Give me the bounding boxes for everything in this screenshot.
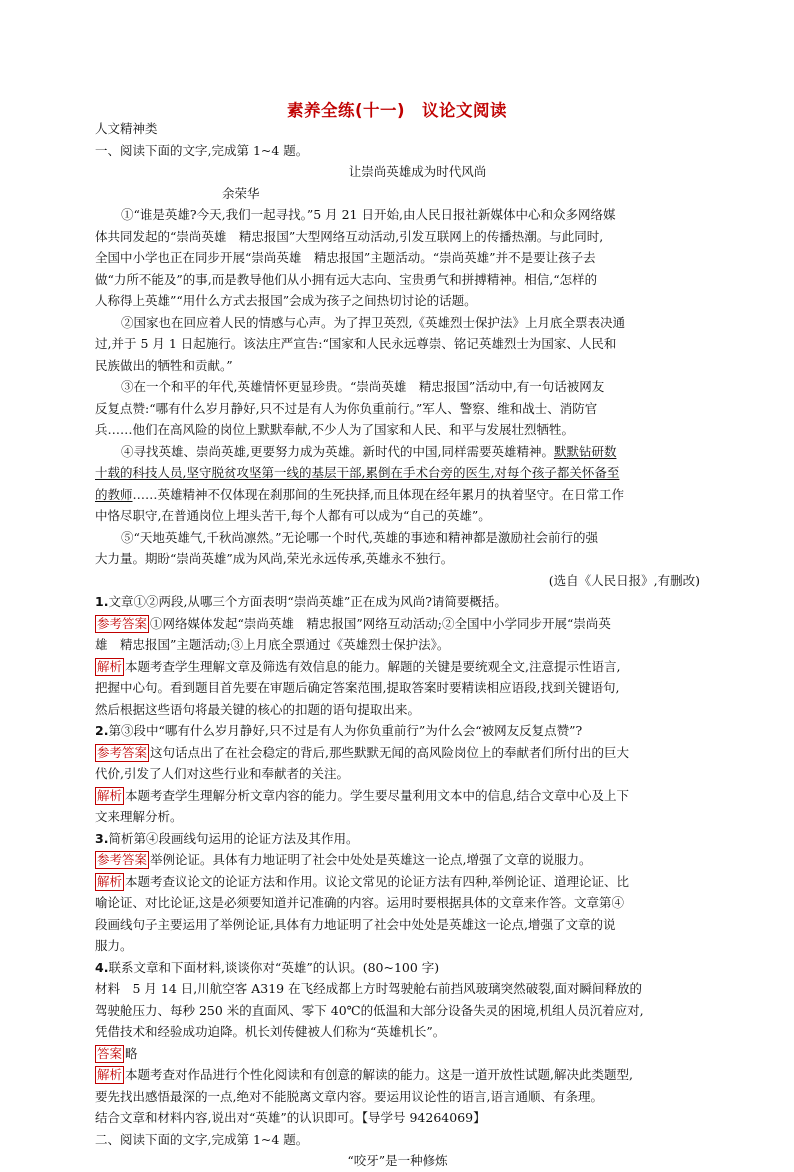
analysis-line: 喻论证、对比论证,这是必须要知道并记准确的内容。运用时要根据具体的文章来作答。文章第④ <box>95 895 624 910</box>
analysis-line: 服力。 <box>95 938 133 953</box>
analysis-line <box>95 1064 700 1086</box>
analysis-line: 文来理解分析。 <box>95 809 183 824</box>
analysis-text: 本题考查学生理解分析文章内容的能力。学生要尽量利用文本中的信息,结合文章中心及上下 <box>125 787 629 803</box>
text-line: 体共同发起的“崇尚英雄 精忠报国”大型网络互动活动,引发互联网上的传播热潮。与此同时, <box>95 228 604 244</box>
category-label: 人文精神类 <box>95 121 158 136</box>
analysis-text: 本题考查议论文的论证方法和作用。议论文常见的论证方法有四种,举例论证、道理论证、比 <box>125 873 629 889</box>
text-line: 人称得上英雄”“用什么方式去报国”会成为孩子之间热切讨论的话题。 <box>95 293 477 308</box>
answer-text: ①网络媒体发起“崇尚英雄 精忠报国”网络互动活动;②全国中小学同步开展“崇尚英 <box>150 615 611 631</box>
page-title: 素养全练(十一) 议论文阅读 <box>286 101 508 120</box>
answer-text: 这句话点出了在社会稳定的背后,那些默默无闻的高风险岗位上的奉献者们所付出的巨大 <box>150 744 629 760</box>
text-line: ①“谁是英雄?今天,我们一起寻找。”5 月 21 日开始,由人民日报社新媒体中心和众多网络媒 <box>121 207 616 222</box>
question-1 <box>95 591 700 720</box>
paragraph-4 <box>95 441 700 527</box>
question-prompt: 联系文章和下面材料,谈谈你对“英雄”的认识。(80~100 字) <box>108 959 440 975</box>
text-line: ⑤“天地英雄气,千秋尚凛然。”无论哪一个时代,英雄的事迹和精神都是激励社会前行的强 <box>121 529 598 545</box>
analysis-text: 本题考查学生理解文章及筛选有效信息的能力。解题的关键是要统观全文,注意提示性语言, <box>125 658 621 674</box>
analysis-line: 然后根据这些语句将最关键的核心的扣题的语句提取出来。 <box>95 701 421 717</box>
essay2-title: “咬牙”是一种修炼 <box>347 1153 448 1168</box>
question-text <box>95 720 700 742</box>
material-line: 凭借技术和经验成功迫降。机长刘传健被人们称为“英雄机长”。 <box>95 1024 446 1039</box>
question-number: 3. <box>95 830 109 846</box>
text-line: 大力量。期盼“崇尚英雄”成为风尚,荣光永远传承,英雄永不独行。 <box>95 551 454 566</box>
answer-tag: 答案 <box>97 1045 123 1061</box>
text-line <box>95 462 700 484</box>
question-prompt: 文章①②两段,从哪三个方面表明“崇尚英雄”正在成为风尚?请简要概括。 <box>108 594 507 609</box>
text-plain: ……英雄精神不仅体现在刹那间的生死抉择,而且体现在经年累月的执着坚守。在日常工作 <box>132 486 624 502</box>
analysis-line <box>95 871 700 893</box>
question-text <box>95 828 700 850</box>
question-number: 4. <box>95 959 109 975</box>
essay-title: 让崇尚英雄成为时代风尚 <box>348 164 487 179</box>
text-line: 反复点赞:“哪有什么岁月静好,只不过是有人为你负重前行。”军人、警察、维和战士、消防官 <box>95 400 598 416</box>
question-text <box>95 957 700 979</box>
text-plain: ④寻找英雄、崇尚英雄,更要努力成为英雄。新时代的中国,同样需要英雄精神。 <box>121 443 554 459</box>
underlined-sentence: 默默钻研数 <box>553 443 617 459</box>
answer-tag: 参考答案 <box>97 744 148 760</box>
analysis-line <box>95 785 700 807</box>
question-number: 1. <box>95 594 109 609</box>
question-2 <box>95 720 700 828</box>
text-line: ②国家也在回应着人民的情感与心声。为了捍卫英烈,《英雄烈士保护法》上月底全票表决通 <box>121 314 625 330</box>
analysis-line <box>95 656 700 678</box>
question-prompt: 简析第④段画线句运用的论证方法及其作用。 <box>108 830 359 846</box>
text-line: 全国中小学也正在同步开展“崇尚英雄 精忠报国”主题活动。“崇尚英雄”并不是要让孩子去 <box>95 250 596 265</box>
underlined-sentence: 的教师 <box>95 486 133 502</box>
text-line: 中恪尽职守,在普通岗位上埋头苦干,每个人都有可以成为“自己的英雄”。 <box>95 508 491 523</box>
text-line: 兵……他们在高风险的岗位上默默奉献,不少人为了国家和人民、和平与发展壮烈牺牲。 <box>95 422 574 437</box>
analysis-line: 把握中心句。看到题目首先要在审题后确定答案范围,提取答案时要精读相应语段,找到关键语句, <box>95 680 620 695</box>
section2-instruction: 二、阅读下面的文字,完成第 1~4 题。 <box>95 1131 309 1147</box>
answer-line <box>95 742 700 764</box>
analysis-text: 本题考查对作品进行个性化阅读和有创意的解读的能力。这是一道开放性试题,解决此类题型, <box>125 1067 633 1082</box>
analysis-tag: 解析 <box>97 1067 123 1082</box>
analysis-line: 段画线句子主要运用了举例论证,具体有力地证明了社会中处处是英雄这一论点,增强了文章的说 <box>95 916 616 932</box>
question-text <box>95 591 700 613</box>
text-line <box>95 484 700 506</box>
analysis-tag: 解析 <box>97 658 123 674</box>
text-line <box>95 441 700 463</box>
material-line: 驾驶舱压力、每秒 250 米的直面风、零下 40℃的低温和大部分设备失灵的困境,机组人员沉着应对, <box>95 1002 644 1018</box>
paragraph-2 <box>95 312 700 377</box>
question-number: 2. <box>95 723 109 738</box>
paragraph-1 <box>95 204 700 312</box>
answer-line <box>95 849 700 871</box>
text-line: 民族做出的牺牲和贡献。” <box>95 357 233 373</box>
answer-text: 举例论证。具体有力地证明了社会中处处是英雄这一论点,增强了文章的说服力。 <box>150 852 592 867</box>
section1-instruction: 一、阅读下面的文字,完成第 1~4 题。 <box>95 142 309 158</box>
answer-line: 代价,引发了人们对这些行业和奉献者的关注。 <box>95 766 349 781</box>
answer-line: 雄 精忠报国”主题活动;③上月底全票通过《英雄烈士保护法》。 <box>95 637 450 652</box>
answer-tag: 参考答案 <box>97 852 148 867</box>
underlined-sentence: 十载的科技人员,坚守脱贫攻坚第一线的基层干部,累倒在手术台旁的医生,对每个孩子都关怀备至 <box>95 465 620 480</box>
answer-tag: 参考答案 <box>97 615 148 631</box>
text-line: ③在一个和平的年代,英雄情怀更显珍贵。“崇尚英雄 精忠报国”活动中,有一句话被网友 <box>121 379 605 394</box>
analysis-line: 要先找出感悟最深的一点,绝对不能脱离文章内容。要运用议论性的语言,语言通顺、有条理。 <box>95 1088 603 1104</box>
text-line: 过,并于 5 月 1 日起施行。该法庄严宣告:“国家和人民永远尊崇、铭记英雄烈士为国家、人民和 <box>95 336 617 351</box>
question-3 <box>95 828 700 957</box>
paragraph-5 <box>95 527 700 570</box>
content-body <box>95 118 700 1172</box>
essay-author: 余荣华 <box>222 185 260 201</box>
source-note: (选自《人民日报》,有删改) <box>548 572 700 588</box>
paragraph-3 <box>95 376 700 441</box>
answer-line <box>95 1043 700 1065</box>
text-line: 做“力所不能及”的事,而是教导他们从小拥有远大志向、宝贵勇气和拼搏精神。相信,“怎样的 <box>95 271 598 287</box>
analysis-line: 结合文章和材料内容,说出对“英雄”的认识即可。【导学号 94264069】 <box>95 1110 486 1125</box>
material-line: 材料 5 月 14 日,川航空客 A319 在飞经成都上方时驾驶舱右前挡风玻璃突然破裂,面对瞬间释放的 <box>95 981 643 996</box>
analysis-tag: 解析 <box>97 873 123 889</box>
answer-line <box>95 613 700 635</box>
analysis-tag: 解析 <box>97 787 123 803</box>
answer-text: 略 <box>125 1045 138 1061</box>
question-prompt: 第③段中“哪有什么岁月静好,只不过是有人为你负重前行”为什么会“被网友反复点赞”? <box>108 723 583 738</box>
question-4 <box>95 957 700 1129</box>
